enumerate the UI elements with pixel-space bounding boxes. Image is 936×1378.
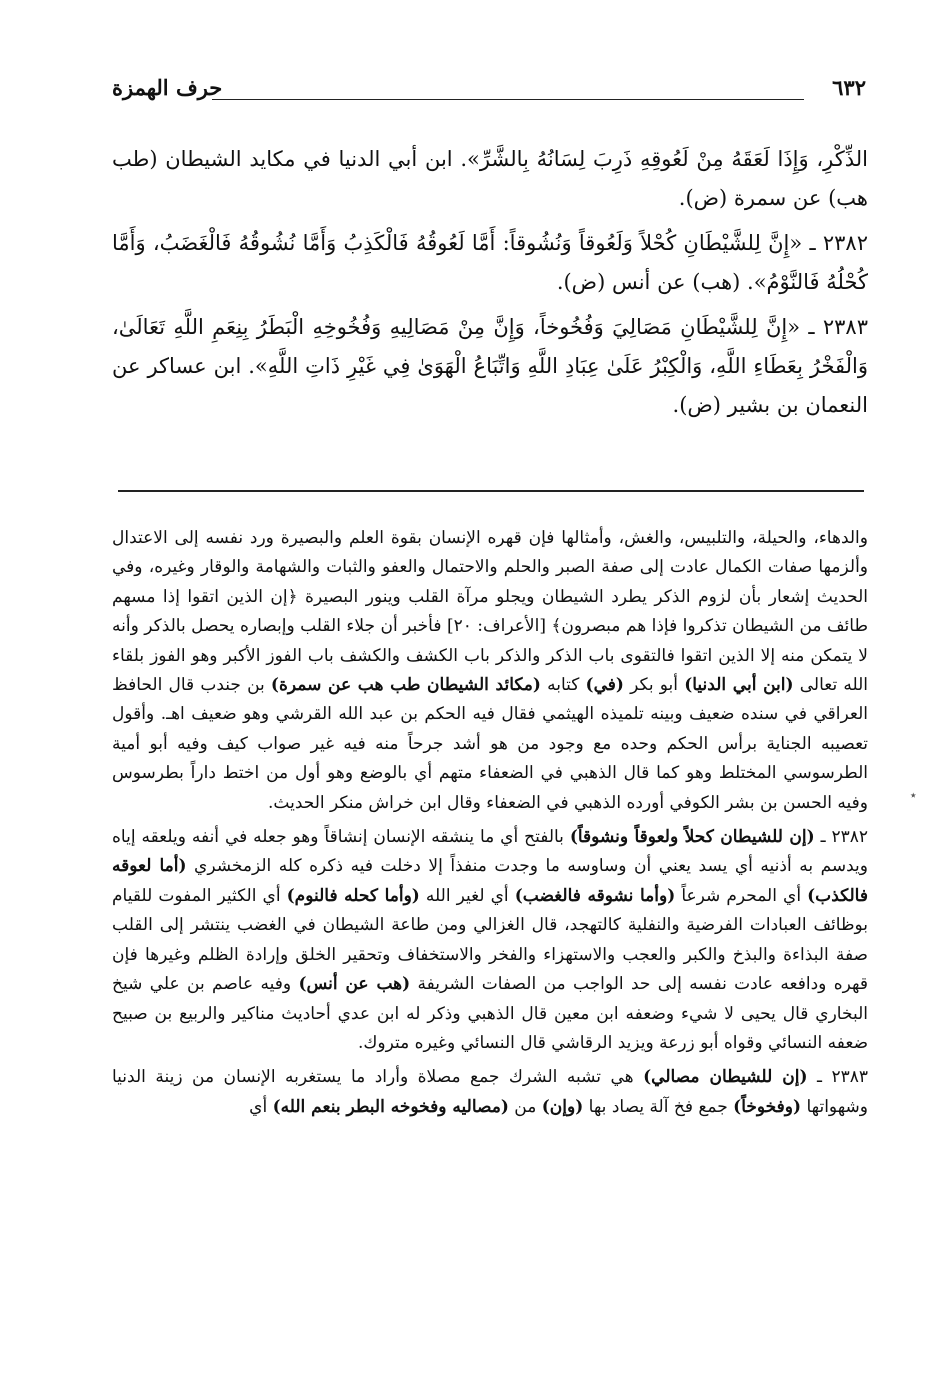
commentary-continuation [112, 524, 868, 818]
commentary-text-run: كتابه [540, 675, 586, 696]
running-title: حرف الهمزة [112, 75, 223, 100]
commentary-text [112, 524, 868, 1122]
hadith-2382: ٢٣٨٢ ـ «إِنَّ لِلشَّيْطَانِ كُحْلاً وَلَعُوقاً وَنُشُوقاً: أَمَّا لَعُوقُهُ فَالْكَذِبُ وَأَمَّا نُشُوقُهُ فَالْغَضَبُ، وَأَمَّا كُحْلُهُ فَالنَّوْمُ». (هب) عن أنس (ض). [112, 231, 868, 294]
commentary-2382 [112, 823, 868, 1058]
commentary-bold-run: (ابن أبي الدنيا) [684, 675, 794, 696]
commentary-bold-run: (وإن) [541, 1096, 584, 1117]
commentary-bold-run: (مصاليه وفخوخه البطر بنعم الله) [272, 1096, 509, 1117]
commentary-bold-run: (وأما كحله فالنوم) [286, 885, 420, 906]
commentary-bold-run: (هب عن أنس) [298, 974, 411, 995]
commentary-text-run: أبو بكر [623, 675, 685, 696]
commentary-bold-run: (إن للشيطان كحلاً ولعوقاً ونشوقاً) [569, 827, 815, 848]
commentary-bold-run: (وفخوخاً) [733, 1096, 802, 1117]
page-number: ٦٣٢ [832, 75, 866, 100]
commentary-text-run: وفيه عاصم بن علي شيخ البخاري قال يحيى لا شيء وضعفه ابن معين قال الذهبي وذكر له ابن عدي أحاديث مناكير والربيع بن صبيح ضعفه النسائي وقواه أبو زرعة ويزيد الرقاشي قال النسائي وغيره متروك. [112, 974, 868, 1053]
hadith-text [112, 140, 868, 425]
commentary-text-run: أي [249, 1096, 273, 1117]
commentary-bold-run: (إن للشيطان مصالي) [643, 1067, 808, 1088]
commentary-text-run: ٢٣٨٢ ـ [814, 827, 868, 848]
header-rule [212, 99, 804, 100]
commentary-text-run: ٢٣٨٣ ـ [807, 1067, 868, 1088]
hadith-continuation: الذِّكْرِ، وَإِذَا لَعَقَهُ مِنْ لَعُوقِهِ ذَرِبَ لِسَانُهُ بِالشَّرِّ». ابن أبي الدنيا في مكايد الشيطان (طب هب) عن سمرة (ض). [112, 147, 868, 210]
commentary-bold-run: (في) [585, 675, 624, 696]
margin-mark: ٭ [910, 788, 917, 802]
commentary-text-run: أي لغير الله [419, 885, 515, 906]
commentary-text-run: أي المحرم شرعاً [675, 885, 808, 906]
commentary-text-run: هي تشبه الشرك جمع مصلاة وأراد ما يستغربه الإنسان من زينة الدنيا وشهواتها [112, 1067, 868, 1117]
commentary-text-run: جمع فخ آلة يصاد بها [583, 1096, 734, 1117]
hadith-2383: ٢٣٨٣ ـ «إِنَّ لِلشَّيْطَانِ مَصَالِيَ وَفُخُوخاً، وَإِنَّ مِنْ مَصَالِيهِ وَفُخُوخِهِ الْبَطَرُ بِنِعَمِ اللَّهِ تَعَالَىٰ، وَالْفَخْرُ بِعَطَاءِ اللَّهِ، وَالْكِبْرُ عَلَىٰ عِبَادِ اللَّهِ وَاتِّبَاعُ الْهَوَىٰ فِي غَيْرِ ذَاتِ اللَّهِ». ابن عساكر عن النعمان بن بشير (ض). [112, 315, 868, 417]
page-header [112, 74, 866, 106]
commentary-text-run: أي الكثير المفوت للقيام بوظائف العبادات الفرضية والنفلية كالتهجد، قال الغزالي ومن طاعة الشيطان في الغضب ينتشر إلى القلب صفة البذاءة والبذخ والكبر والعجب والاستهزاء والفخر والاستخفاف وتحقير الخلق وإرادة الظلم وغيرها فإن قهره ودافعه عادت نفسه إلى حد الواجب من الصفات الشريفة [112, 885, 868, 995]
commentary-2383 [112, 1063, 868, 1122]
commentary-bold-run: (مكائد الشيطان طب هب عن سمرة) [270, 675, 541, 696]
footnote-separator [118, 490, 864, 492]
commentary-bold-run: (أما لعوقه فالكذب) [112, 856, 868, 906]
commentary-bold-run: (وأما نشوقه فالغضب) [514, 885, 676, 906]
commentary-text-run: بن جندب قال الحافظ العراقي في سنده ضعيف وبينه تلميذه الهيثمي فقال فيه الحكم بن عبد الله القرشي وهو ضعيف اهـ. وأقول تعصيبه الجناية برأس الحكم وحده مع وجود من هو أشد جرحاً منه فيه غير صواب كيف وفيه أبو أمية الطرسوسي المختلط وهو كما قال الذهبي في الضعفاء متهم أي بالوضع وهو أول من اختط داراً بطرسوس وفيه الحسن بن بشر الكوفي أورده الذهبي في الضعفاء وقال ابن خراش منكر الحديث. [112, 675, 868, 813]
commentary-text-run: والدهاء، والحيلة، والتلبيس، والغش، وأمثالها فإن قهره الإنسان بقوة العلم والبصيرة ورد نفسه إلى الاعتدال وألزمها صفات الكمال عادت إلى صفة الصبر والحلم والاحتمال والعفو والثبات والشهامة والوقار وغيره، وفي الحديث إشعار بأن لزوم الذكر يطرد الشيطان ويجلو مرآة القلب وينور البصيرة ﴿إن الذين اتقوا إذا مسهم طائف من الشيطان تذكروا فإذا هم مبصرون﴾ [الأعراف: ٢٠] فأخبر أن جلاء القلب وإبصاره يحصل بالذكر وأنه لا يتمكن منه إلا الذين اتقوا فالتقوى باب الذكر والذكر باب الكشف والكشف باب الفوز الأكبر وهو الفوز بلقاء الله تعالى [112, 528, 869, 696]
commentary-text-run: بالفتح أي ما ينشقه الإنسان إنشاقاً وهو جعله في أنفه ويلعقه إياه ويدسم به أذنيه أي يسد يعني أن وساوسه ما وجدت منفذاً إلا دخلت فيه ذكره كله الزمخشري [112, 827, 869, 877]
commentary-text-run: من [508, 1096, 542, 1117]
